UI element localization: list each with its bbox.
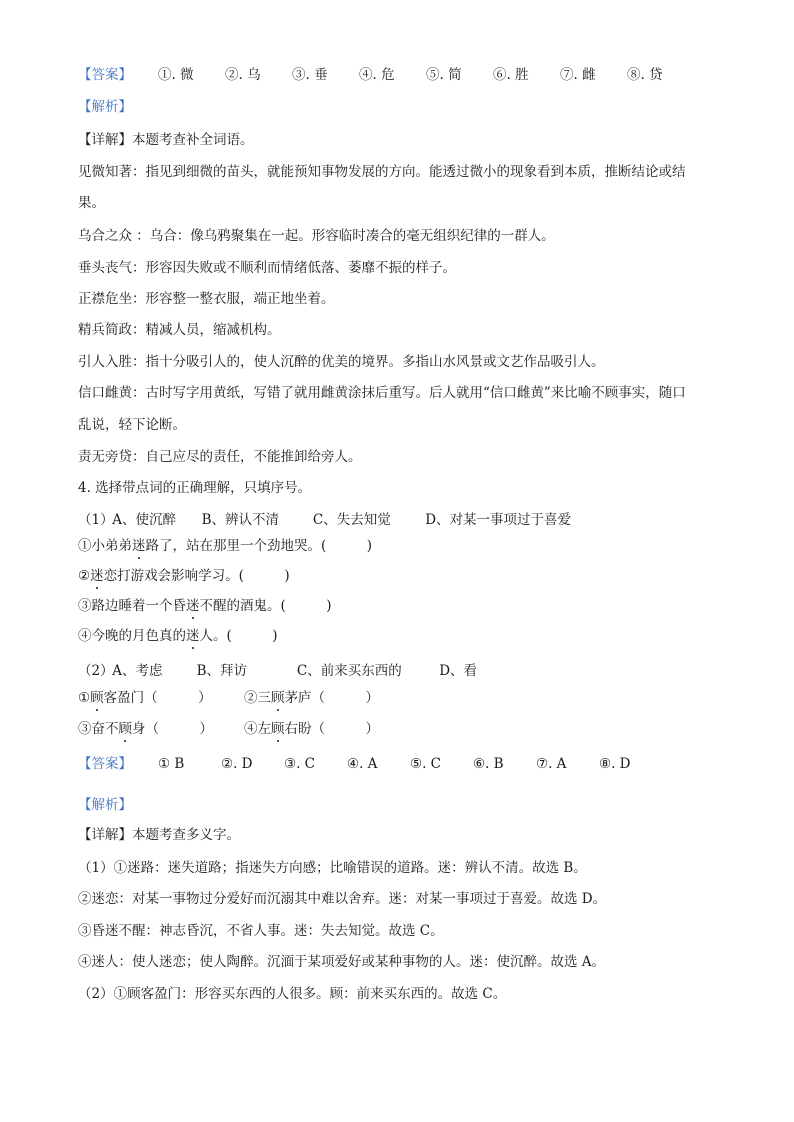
answer-item: ④. A	[347, 756, 378, 772]
answer-item: ⑦. A	[536, 756, 567, 772]
item-text: ③奋不	[78, 721, 119, 737]
explanation-line: ②迷恋：对某一事物过分爱好而沉溺其中难以舍弃。迷：对某一事项过于喜爱。故选 D。	[78, 891, 607, 907]
answer-row-2	[78, 755, 631, 773]
part2-item	[78, 689, 244, 707]
answer-item: ③. 垂	[292, 67, 328, 83]
question-title: 4. 选择带点词的正确理解，只填序号。	[78, 480, 312, 496]
item-text: 人。( )	[199, 628, 278, 644]
item-text: ③路边睡着一个昏	[78, 598, 186, 614]
item-text: 客盈门（ ）	[103, 690, 212, 706]
answer-item: ②. D	[221, 756, 253, 772]
explanation-line: 责无旁贷：自己应尽的责任，不能推卸给旁人。	[78, 449, 362, 465]
analysis-tag: 【解析】	[78, 797, 132, 813]
answer-item: ⑧. D	[599, 756, 631, 772]
option: C、前来买东西的	[296, 663, 402, 679]
item-text: ④左	[244, 721, 271, 737]
option: B、拜访	[196, 663, 248, 679]
option: A、使沉醉	[112, 512, 177, 528]
explanation-line: 正襟危坐：形容整一整衣服，端正地坐着。	[78, 291, 335, 307]
part2-row	[78, 689, 379, 707]
explanation-line: ④迷人：使人迷恋；使人陶醉。沉湎于某项爱好或某种事物的人。迷：使沉醉。故选 A。	[78, 954, 606, 970]
answer-row-1	[78, 66, 663, 84]
part1-item	[78, 627, 278, 645]
item-text: ④今晚的月色真的	[78, 628, 186, 644]
explanation-line: 果。	[78, 195, 105, 211]
explanation-line: ③昏迷不醒：神志昏沉，不省人事。迷：失去知觉。故选 C。	[78, 923, 444, 939]
item-text: 不醒的酒鬼。( )	[199, 598, 332, 614]
explanation-line: （1）①迷路：迷失道路；指迷失方向感；比喻错误的道路。迷：辨认不清。故选 B。	[78, 860, 587, 876]
part2-row	[78, 720, 379, 738]
answer-item: ⑦. 雌	[560, 67, 596, 83]
part2-item	[244, 721, 379, 737]
part1-item	[78, 597, 332, 615]
item-text: 恋打游戏会影响学习。( )	[103, 568, 290, 584]
item-text: ①	[78, 690, 91, 706]
explanation-line: 见微知著：指见到细微的苗头，就能预知事物发展的方向。能透过微小的现象看到本质，推断结论或结	[78, 164, 686, 180]
item-text: 路了，站在那里一个劲地哭。( )	[145, 538, 373, 554]
item-text: ①小弟弟	[78, 538, 132, 554]
explanation-line: 乱说，轻下论断。	[78, 417, 186, 433]
option: C、失去知觉	[312, 512, 391, 528]
part-label: （1）	[78, 512, 114, 528]
item-text: ②	[78, 568, 91, 584]
item-text: ②三	[244, 690, 271, 706]
dotted-char: 顾	[271, 721, 285, 737]
answer-tag: 【答案】	[78, 756, 132, 772]
answer-item: ②. 乌	[225, 67, 261, 83]
answer-item: ① B	[158, 756, 185, 772]
part-label: （2）	[78, 663, 114, 679]
explanation-line: （2）①顾客盈门：形容买东西的人很多。顾：前来买东西的。故选 C。	[78, 986, 507, 1002]
answer-item: ①. 微	[158, 67, 194, 83]
explanation-line: 垂头丧气：形容因失败或不顺利而情绪低落、萎靡不振的样子。	[78, 260, 456, 276]
dotted-char: 迷	[186, 628, 200, 644]
explanation-line: 精兵简政：精减人员，缩减机构。	[78, 322, 281, 338]
part1-options	[78, 511, 571, 529]
item-text: 右盼（ ）	[284, 721, 379, 737]
answer-item: ⑧. 贷	[627, 67, 663, 83]
answer-item: ⑥. B	[473, 756, 504, 772]
part2-item	[78, 720, 244, 738]
detail-intro: 【详解】本题考查补全词语。	[78, 132, 254, 148]
analysis-tag: 【解析】	[78, 99, 132, 115]
explanation-line: 引人入胜：指十分吸引人的，使人沉醉的优美的境界。多指山水风景或文艺作品吸引人。	[78, 354, 605, 370]
answer-item: ⑥. 胜	[493, 67, 529, 83]
item-text: 茅庐（ ）	[284, 690, 379, 706]
answer-item: ⑤. C	[410, 756, 442, 772]
answer-item: ④. 危	[359, 67, 395, 83]
option: D、看	[439, 663, 478, 679]
item-text: 身（ ）	[132, 721, 213, 737]
part2-options	[78, 662, 477, 680]
option: D、对某一事项过于喜爱	[425, 512, 572, 528]
explanation-line: 信口雌黄：古时写字用黄纸，写错了就用雌黄涂抹后重写。后人就用“信口雌黄”来比喻不顾事实，随口	[78, 385, 686, 401]
part1-item	[78, 537, 372, 555]
detail-intro: 【详解】本题考查多义字。	[78, 827, 240, 843]
dotted-char: 迷	[132, 538, 146, 554]
option: B、辨认不清	[201, 512, 280, 528]
dotted-char: 迷	[186, 598, 200, 614]
answer-item: ⑤. 简	[426, 67, 462, 83]
explanation-line: 乌合之众 ：乌合：像乌鸦聚集在一起。形容临时凑合的毫无组织纪律的一群人。	[78, 228, 555, 244]
dotted-char: 迷	[90, 568, 104, 584]
dotted-char: 顾	[90, 690, 104, 706]
dotted-char: 顾	[118, 721, 132, 737]
option: A、考虑	[112, 663, 163, 679]
answer-tag: 【答案】	[78, 67, 132, 83]
part2-item	[244, 690, 379, 706]
dotted-char: 顾	[271, 690, 285, 706]
part1-item	[78, 567, 290, 585]
answer-item: ③. C	[284, 756, 316, 772]
